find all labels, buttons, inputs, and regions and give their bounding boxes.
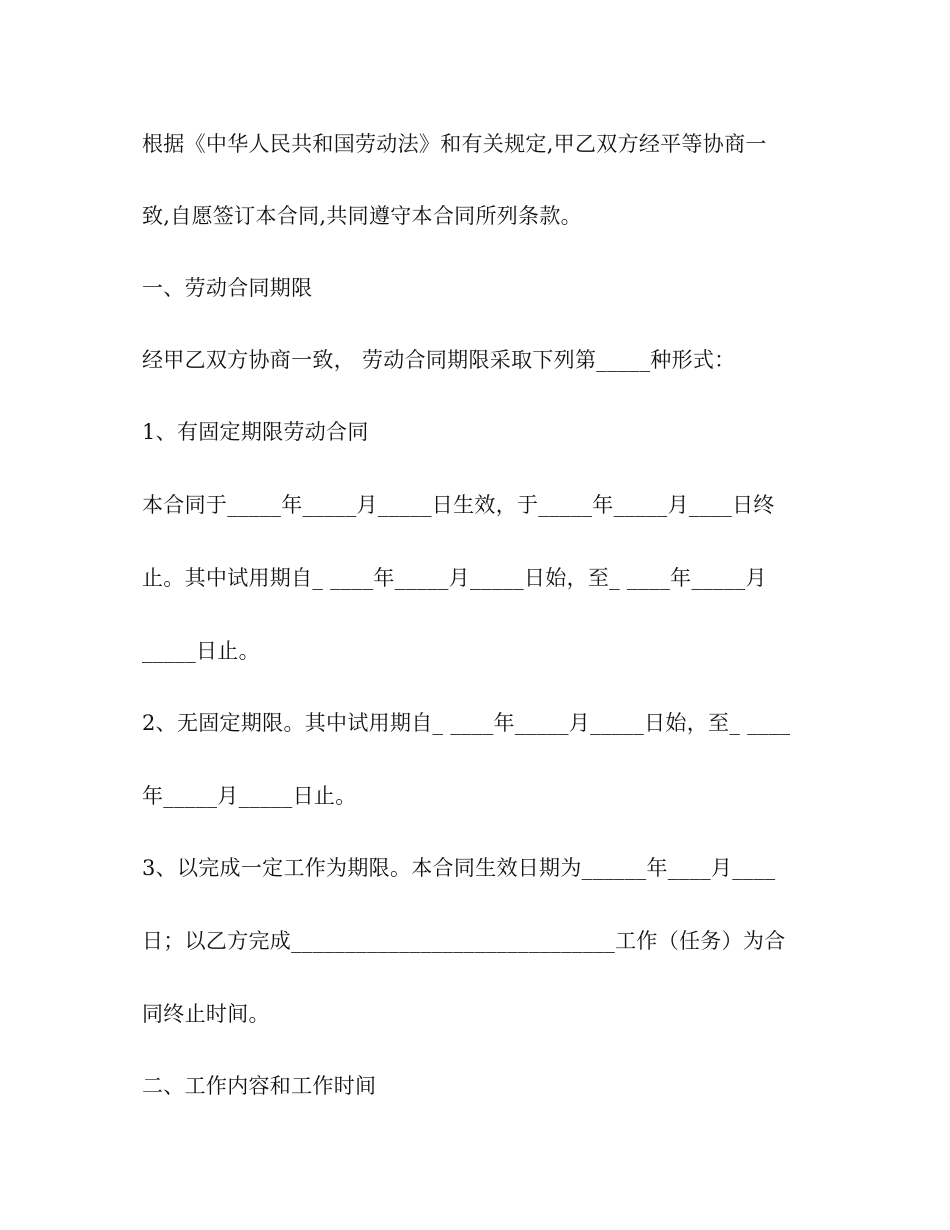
contract-preamble-line-2: 致,自愿签订本合同,共同遵守本合同所列条款。 bbox=[142, 204, 582, 228]
open-term-line-1: 2、无固定期限。其中试用期自_ ____年_____月_____日始，至_ ____ bbox=[142, 711, 791, 735]
task-term-line-3: 同终止时间。 bbox=[142, 1002, 270, 1026]
section-heading-work: 二、工作内容和工作时间 bbox=[142, 1074, 377, 1098]
fixed-term-dates-line-1: 本合同于_____年_____月_____日生效，于_____年_____月____日终 bbox=[142, 493, 775, 517]
fixed-term-heading: 1、有固定期限劳动合同 bbox=[142, 420, 369, 444]
contract-preamble-line-1: 根据《中华人民共和国劳动法》和有关规定,甲乙双方经平等协商一 bbox=[142, 132, 767, 156]
fixed-term-dates-line-2: 止。其中试用期自_ ____年_____月_____日始，至_ ____年_____月 bbox=[142, 566, 767, 590]
fixed-term-dates-line-3: _____日止。 bbox=[142, 639, 260, 663]
task-term-line-1: 3、以完成一定工作为期限。本合同生效日期为______年____月____ bbox=[142, 856, 776, 880]
section-heading-term: 一、劳动合同期限 bbox=[142, 276, 313, 300]
term-form-selection: 经甲乙双方协商一致， 劳动合同期限采取下列第_____种形式： bbox=[142, 348, 736, 372]
task-term-line-2: 日；以乙方完成______________________________工作（任务）为合 bbox=[142, 929, 786, 953]
open-term-line-2: 年_____月_____日止。 bbox=[142, 784, 357, 808]
